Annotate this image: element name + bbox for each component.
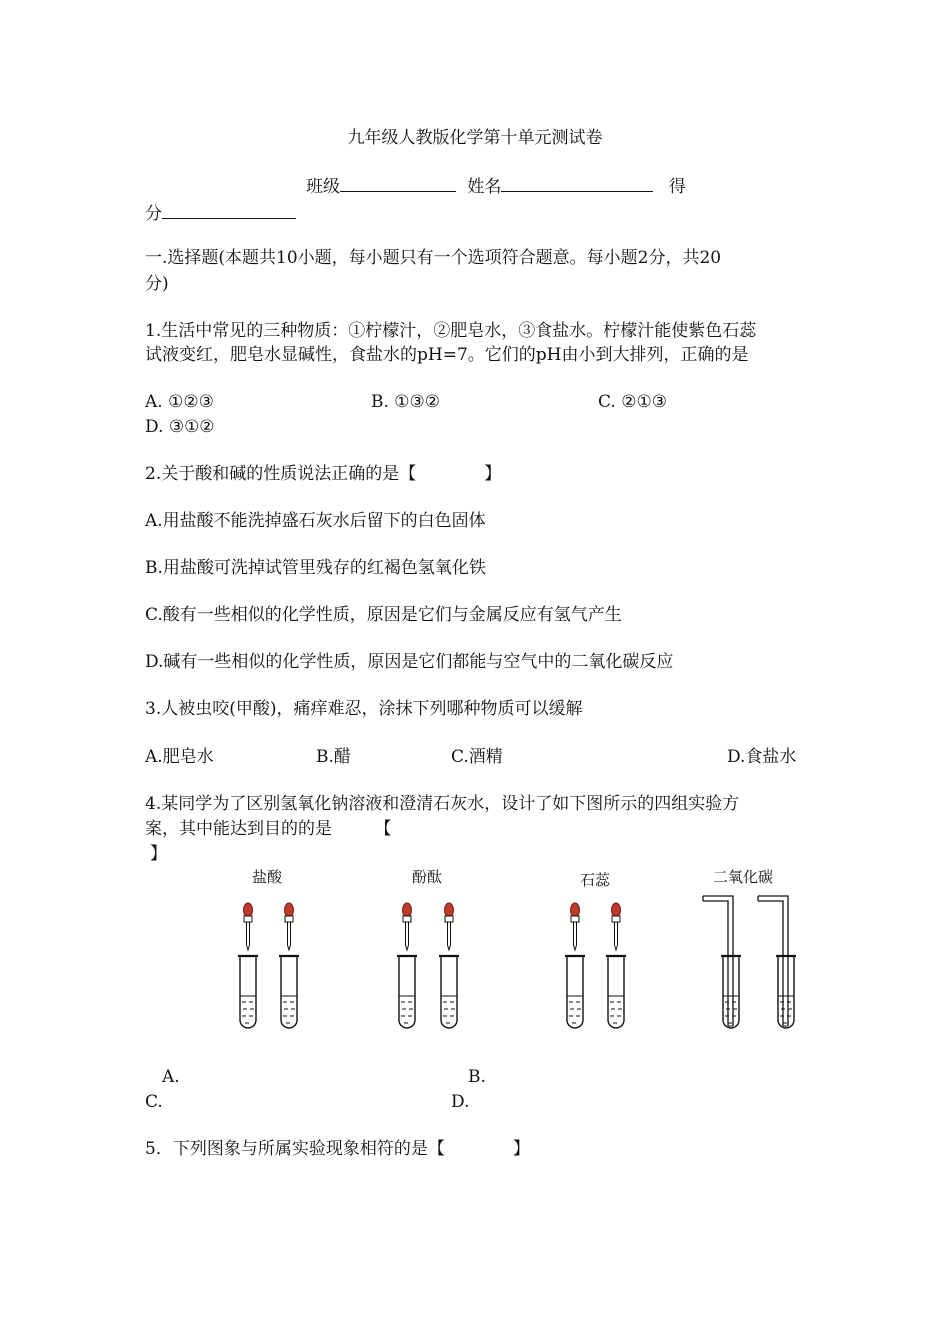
q1-option-a: A. ①②③ (145, 392, 214, 412)
figure-label-phenolphthalein: 酚酞 (412, 868, 443, 886)
score-label-2: 分 (145, 204, 162, 224)
class-label: 班级 (306, 177, 340, 197)
section1-heading-1: 一.选择题(本题共10小题，每小题只有一个选项符合题意。每小题2分，共20 (145, 248, 722, 268)
q3-stem: 3.人被虫咬(甲酸)，痛痒难忍，涂抹下列哪种物质可以缓解 (145, 699, 583, 719)
q2-option-c: C.酸有一些相似的化学性质，原因是它们与金属反应有氢气产生 (145, 605, 622, 625)
name-label: 姓名 (467, 177, 502, 197)
q1-line2: 试液变红，肥皂水显碱性，食盐水的pH=7。它们的pH由小到大排列，正确的是 (145, 345, 749, 365)
q3-option-d: D.食盐水 (727, 747, 797, 767)
q4-option-c: C. (145, 1092, 163, 1112)
q4-line3: 】 (150, 844, 167, 864)
figure-label-co2: 二氧化碳 (713, 868, 774, 886)
q1-line1: 1.生活中常见的三种物质：①柠檬汁，②肥皂水，③食盐水。柠檬汁能使紫色石蕊 (145, 321, 757, 341)
q1-option-c: C. ②①③ (598, 392, 667, 412)
q3-option-c: C.酒精 (451, 747, 503, 767)
q5-stem: 5．下列图象与所属实验现象相符的是【 】 (145, 1139, 530, 1159)
q4-option-d: D. (451, 1092, 470, 1112)
score-label-1: 得 (668, 177, 686, 197)
section1-heading-2: 分) (145, 274, 169, 294)
q1-option-d: D. ③①② (145, 417, 215, 437)
q3-option-b: B.醋 (316, 747, 351, 767)
q3-option-a: A.肥皂水 (145, 747, 214, 767)
page-title: 九年级人教版化学第十单元测试卷 (347, 128, 603, 148)
q2-option-b: B.用盐酸可洗掉试管里残存的红褐色氢氧化铁 (145, 558, 486, 578)
q1-option-b: B. ①③② (371, 392, 441, 412)
q4-option-b: B. (468, 1067, 486, 1087)
q2-option-d: D.碱有一些相似的化学性质，原因是它们都能与空气中的二氧化碳反应 (145, 652, 674, 672)
q4-line1: 4.某同学为了区别氢氧化钠溶液和澄清石灰水，设计了如下图所示的四组实验方 (145, 794, 740, 814)
q2-option-a: A.用盐酸不能洗掉盛石灰水后留下的白色固体 (145, 511, 486, 531)
figure-label-hcl: 盐酸 (252, 868, 283, 886)
figure-label-litmus: 石蕊 (580, 871, 611, 889)
q4-line2: 案，其中能达到目的的是 【 (145, 819, 392, 839)
q2-stem: 2.关于酸和碱的性质说法正确的是【 】 (145, 464, 502, 484)
q4-option-a: A. (162, 1067, 180, 1087)
